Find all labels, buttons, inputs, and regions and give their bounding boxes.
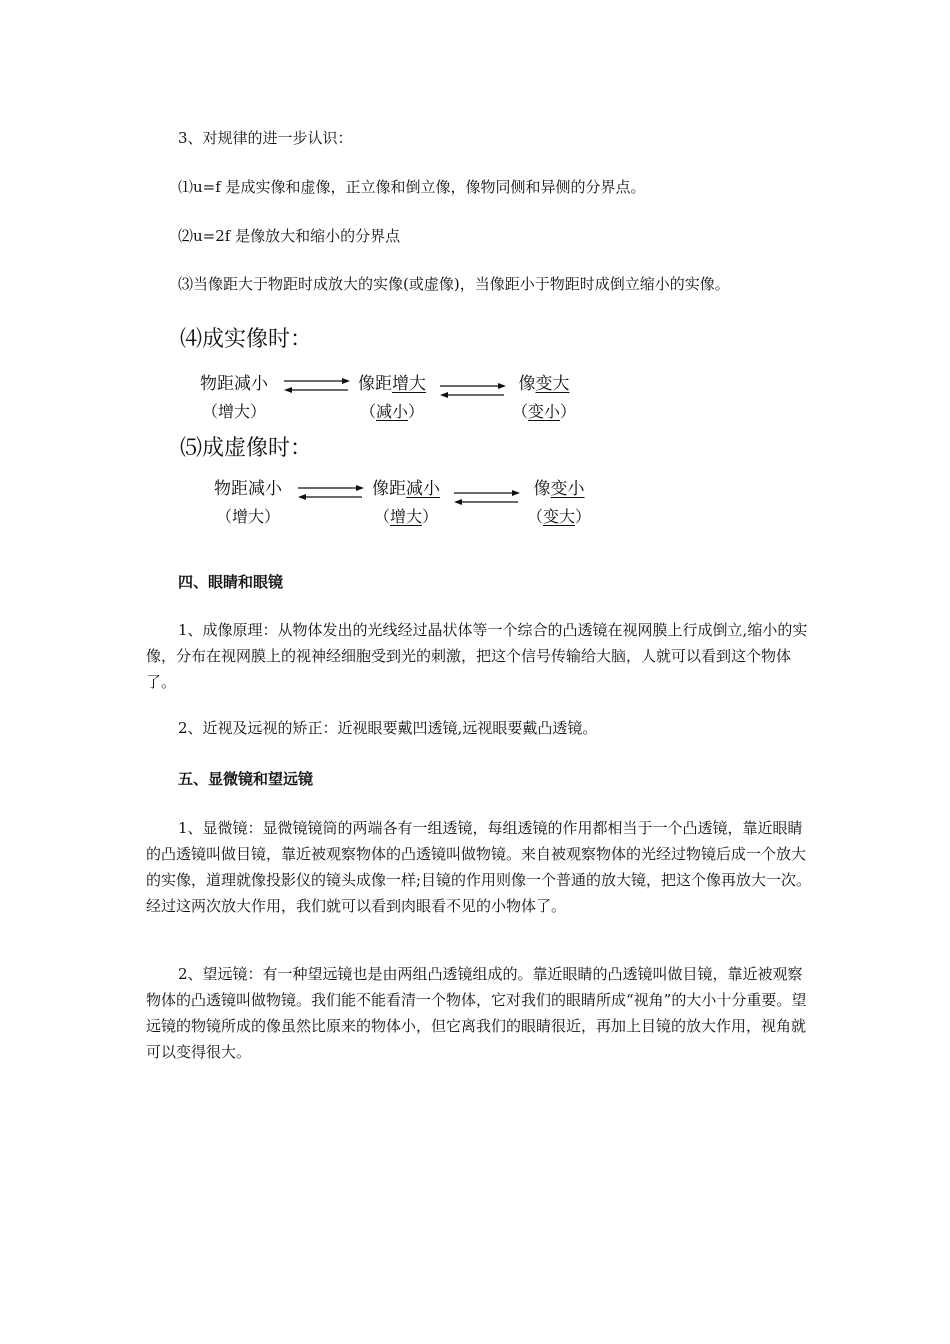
node-main: 像距增大 [358,374,426,394]
node-main: 物距减小 [214,479,282,499]
diagram-virtual-node-image-distance [372,474,440,527]
rule-item-1: ⑴u=f 是成实像和虚像，正立像和倒立像，像物同侧和异侧的分界点。 [178,178,646,196]
rules-heading: 3、对规律的进一步认识： [178,129,353,147]
node-main: 像距减小 [372,479,440,499]
diagram-virtual-title: ⑸成虚像时： [180,436,313,461]
node-main: 像变小 [533,479,585,499]
double-arrow-icon [452,489,522,507]
rule-item-3: ⑶当像距大于物距时成放大的实像(或虚像)，当像距小于物距时成倒立缩小的实像。 [178,275,730,293]
section-eyes-paragraph-1: 1、成像原理：从物体发出的光线经过晶状体等一个综合的凸透镜在视网膜上行成倒立,缩小的实像，分布在视网膜上的视神经细胞受到光的刺激，把这个信号传输给大脑，人就可以看到这个物体了。 [146,621,808,691]
double-arrow-icon [296,484,366,502]
node-main: 像变大 [518,374,570,394]
section-eyes-heading: 四、眼睛和眼镜 [178,573,284,591]
node-sub: （减小） [359,402,425,421]
diagram-real-title: ⑷成实像时： [180,327,313,352]
node-sub: （增大） [201,402,266,421]
node-main: 物距减小 [200,374,268,394]
diagram-real-node-image-distance [358,369,426,422]
section-telescope-paragraph-2: 2、望远镜：有一种望远镜也是由两组凸透镜组成的。靠近眼睛的凸透镜叫做目镜，靠近被观察物体的凸透镜叫做物镜。我们能不能看清一个物体，它对我们的眼睛所成“视角”的大小十分重要。望远镜的物镜所成的像虽然比原来的物体小，但它离我们的眼睛很近，再加上目镜的放大作用，视角就可以变得很大。 [146,965,807,1061]
diagram-real-node-image-size [512,369,576,422]
section-microscope-heading: 五、显微镜和望远镜 [178,770,314,788]
node-sub: （增大） [215,507,280,526]
section-eyes-paragraph-2: 2、近视及远视的矫正：近视眼要戴凹透镜,远视眼要戴凸透镜。 [178,719,598,737]
double-arrow-icon [282,377,352,395]
node-sub: （变小） [512,402,577,421]
section-microscope-paragraph-1: 1、显微镜：显微镜镜筒的两端各有一组透镜，每组透镜的作用都相当于一个凸透镜，靠近眼睛的凸透镜叫做目镜，靠近被观察物体的凸透镜叫做物镜。来自被观察物体的光经过物镜后成一个放大的实像，道理就像投影仪的镜头成像一样;目镜的作用则像一个普通的放大镜，把这个像再放大一次。经过这两次放大作用，我们就可以看到肉眼看不见的小物体了。 [146,819,812,915]
diagram-virtual-node-object-distance [214,474,282,527]
diagram-virtual-node-image-size [527,474,591,527]
node-sub: （增大） [373,507,439,526]
node-sub: （变大） [527,507,592,526]
rule-item-2: ⑵u=2f 是像放大和缩小的分界点 [178,227,401,245]
double-arrow-icon [438,382,508,400]
diagram-real-node-object-distance [200,369,268,422]
